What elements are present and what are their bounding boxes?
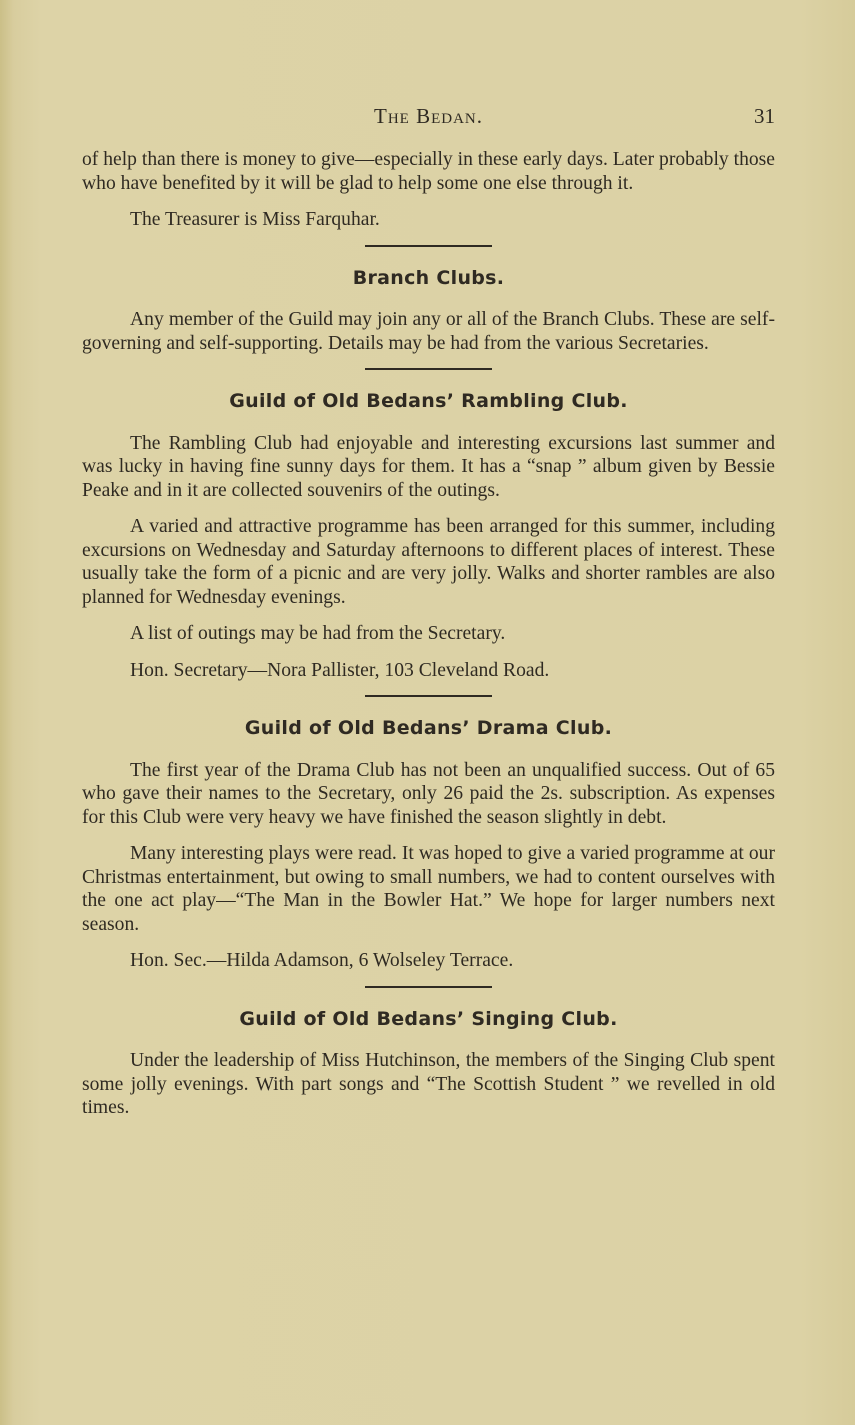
- drama-paragraph-2: Many interesting plays were read. It was hoped to give a varied programme at our Christmas entertainment, but owing to small numbers, we had to content ourselves with the one act play—“The Man in the Bowler Hat.” We hope for larger numbers next season.: [82, 843, 775, 935]
- singing-paragraph: Under the leadership of Miss Hutchinson, the members of the Singing Club spent some jolly evenings. With part songs and “The Scottish Student ” we revelled in old times.: [82, 1050, 775, 1118]
- rambling-paragraph-1: The Rambling Club had enjoyable and interesting excursions last summer and was lucky in having fine sunny days for them. It has a “snap ” album given by Bessie Peake and in it are collected souvenirs of the outings.: [82, 432, 775, 501]
- singing-club-heading: Guild of Old Bedans’ Singing Club.: [239, 1007, 618, 1030]
- section-divider: [365, 986, 492, 988]
- section-divider: [365, 245, 492, 247]
- page-body: [82, 148, 775, 1133]
- drama-secretary: Hon. Sec.—Hilda Adamson, 6 Wolseley Terrace.: [130, 950, 514, 971]
- rambling-club-heading: Guild of Old Bedans’ Rambling Club.: [229, 390, 628, 412]
- rambling-paragraph-3: A list of outings may be had from the Secretary.: [130, 623, 506, 644]
- section-divider: [365, 368, 492, 370]
- treasurer-paragraph: The Treasurer is Miss Farquhar.: [130, 209, 380, 230]
- branch-clubs-heading: Branch Clubs.: [352, 266, 505, 289]
- page-header: [82, 104, 775, 134]
- section-divider: [365, 695, 492, 697]
- running-title: The Bedan.: [374, 104, 483, 128]
- drama-club-heading: Guild of Old Bedans’ Drama Club.: [244, 717, 613, 739]
- intro-paragraph: of help than there is money to give—especially in these early days. Later probably those who have benefited by it will be glad to help some one else through it.: [82, 149, 775, 194]
- branch-clubs-paragraph: Any member of the Guild may join any or all of the Branch Clubs. These are self-governing and self-supporting. Details may be had from the various Secretaries.: [82, 309, 775, 354]
- rambling-secretary: Hon. Secretary—Nora Pallister, 103 Cleveland Road.: [130, 659, 550, 681]
- page-number: 31: [754, 104, 775, 128]
- drama-paragraph-1: The first year of the Drama Club has not been an unqualified success. Out of 65 who gave their names to the Secretary, only 26 paid the 2s. subscription. As expenses for this Club were very heavy we have finished the season slightly in debt.: [82, 759, 775, 828]
- rambling-paragraph-2: A varied and attractive programme has been arranged for this summer, including excursions on Wednesday and Saturday afternoons to different places of interest. These usually take the form of a picnic and are very jolly. Walks and shorter rambles are also planned for Wednesday evenings.: [82, 516, 775, 608]
